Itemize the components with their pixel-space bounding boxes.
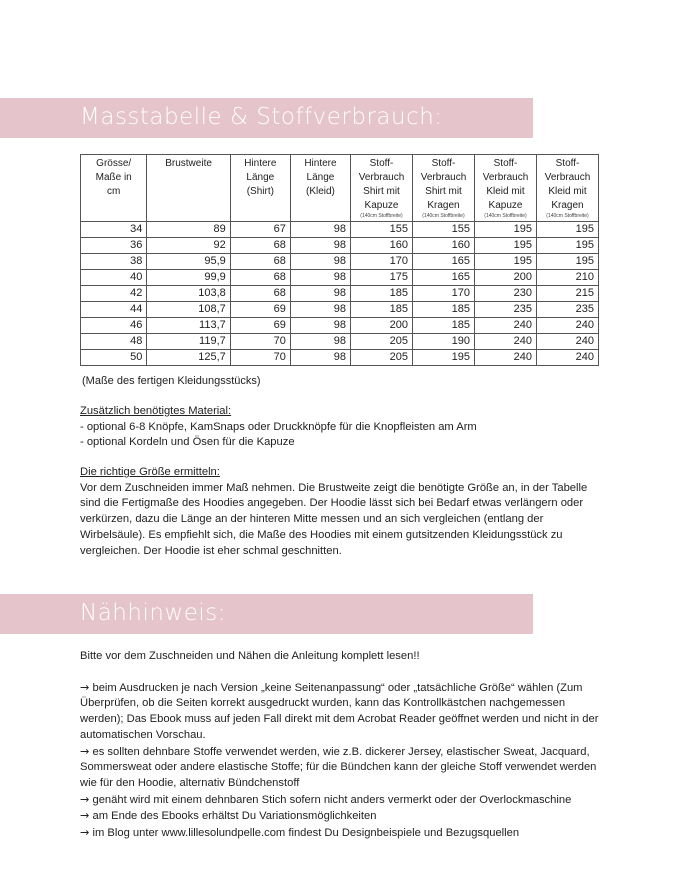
table-row — [81, 350, 599, 366]
column-header-line: Kragen — [427, 200, 460, 211]
table-cell: 205 — [351, 350, 413, 366]
table-cell: 119,7 — [147, 334, 230, 350]
column-header-line: Stoff- — [493, 158, 518, 169]
table-cell: 70 — [230, 350, 290, 366]
table-cell: 67 — [230, 222, 290, 238]
notes-item — [80, 825, 602, 842]
section-title: Nähhinweis: — [80, 600, 227, 626]
column-header-note: (140cm Stoffbreite) — [484, 213, 527, 219]
table-cell: 195 — [537, 222, 599, 238]
table-cell: 42 — [81, 286, 147, 302]
table-cell: 95,9 — [147, 254, 230, 270]
column-header-line: Brustweite — [165, 158, 212, 169]
table-cell: 48 — [81, 334, 147, 350]
table-cell: 170 — [413, 286, 475, 302]
column-header-line: Kleid mit — [548, 186, 587, 197]
table-cell: 40 — [81, 270, 147, 286]
table-cell: 98 — [290, 302, 350, 318]
table-cell: 165 — [413, 254, 475, 270]
column-header — [230, 155, 290, 222]
material-item: - optional Kordeln und Ösen für die Kapuze — [80, 436, 295, 449]
table-cell: 160 — [351, 238, 413, 254]
column-header-line: Kleid mit — [486, 186, 525, 197]
notes-item-text: beim Ausdrucken je nach Version „keine Seitenanpassung“ oder „tatsächliche Größe“ wählen (Zum Überprüfen, ob die Seiten korrekt ausgedruckt wurden, kann das Kontrollkästchen nachgemessen werden); Das Ebook muss auf jeden Fall direkt mit dem Acrobat Reader geöffnet werden und nicht in der automatischen Vorschau. — [80, 681, 599, 741]
arrow-icon: → — [80, 680, 90, 694]
table-row — [81, 318, 599, 334]
column-header-line: (Shirt) — [246, 186, 274, 197]
column-header-line: Stoff- — [555, 158, 580, 169]
column-header — [351, 155, 413, 222]
table-cell: 230 — [475, 286, 537, 302]
table-cell: 165 — [413, 270, 475, 286]
column-header-line: Kapuze — [364, 200, 399, 211]
table-header-row — [81, 155, 599, 222]
table-cell: 215 — [537, 286, 599, 302]
table-cell: 185 — [351, 302, 413, 318]
table-cell: 195 — [413, 350, 475, 366]
table-cell: 195 — [475, 238, 537, 254]
column-header-line: Stoff- — [369, 158, 394, 169]
column-header — [290, 155, 350, 222]
table-cell: 125,7 — [147, 350, 230, 366]
table-cell: 160 — [413, 238, 475, 254]
table-cell: 185 — [413, 302, 475, 318]
table-cell: 195 — [475, 254, 537, 270]
column-header-line: Shirt mit — [425, 186, 462, 197]
notes-item — [80, 808, 602, 825]
table-cell: 98 — [290, 286, 350, 302]
table-cell: 69 — [230, 318, 290, 334]
table-cell: 98 — [290, 222, 350, 238]
table-cell: 195 — [537, 254, 599, 270]
column-header-note: (140cm Stoffbreite) — [360, 213, 403, 219]
table-cell: 185 — [413, 318, 475, 334]
table-cell: 36 — [81, 238, 147, 254]
notes-item-text: am Ende des Ebooks erhältst Du Variationsmöglichkeiten — [92, 810, 377, 823]
column-header-line: Verbrauch — [358, 172, 405, 183]
column-header-line: Verbrauch — [482, 172, 529, 183]
table-cell: 170 — [351, 254, 413, 270]
table-cell: 69 — [230, 302, 290, 318]
column-header-line: Kapuze — [488, 200, 523, 211]
arrow-icon: → — [80, 826, 90, 840]
column-header-line: Länge — [246, 172, 275, 183]
table-cell: 46 — [81, 318, 147, 334]
table-cell: 240 — [537, 334, 599, 350]
table-cell: 190 — [413, 334, 475, 350]
notes-item — [80, 744, 602, 792]
table-row — [81, 238, 599, 254]
table-cell: 175 — [351, 270, 413, 286]
table-cell: 108,7 — [147, 302, 230, 318]
table-row — [81, 302, 599, 318]
table-cell: 68 — [230, 270, 290, 286]
notes-item-text: genäht wird mit einem dehnbaren Stich sofern nicht anders vermerkt oder der Overlockmaschine — [92, 793, 572, 806]
table-cell: 38 — [81, 254, 147, 270]
notes-item-text: es sollten dehnbare Stoffe verwendet werden, wie z.B. dickerer Jersey, elastischer Sweat, Jacquard, Sommersweat oder andere elastische Stoffe; für die Bündchen kann der gleiche Stoff verwendet werden wie für den Hoodie, alternativ Bündchenstoff — [80, 745, 597, 789]
table-cell: 113,7 — [147, 318, 230, 334]
table-cell: 103,8 — [147, 286, 230, 302]
column-header-line: cm — [107, 186, 121, 197]
column-header-line: Verbrauch — [420, 172, 467, 183]
table-caption: (Maße des fertigen Kleidungsstücks) — [82, 375, 261, 387]
sewing-notes-section — [80, 649, 602, 842]
size-guide-heading: Die richtige Größe ermitteln: — [80, 466, 220, 478]
column-header-line: Stoff- — [431, 158, 456, 169]
table-cell: 240 — [475, 350, 537, 366]
table-cell: 68 — [230, 254, 290, 270]
column-header — [475, 155, 537, 222]
table-cell: 200 — [351, 318, 413, 334]
table-cell: 68 — [230, 238, 290, 254]
table-cell: 240 — [537, 318, 599, 334]
notes-item-text: im Blog unter www.lillesolundpelle.com findest Du Designbeispiele und Bezugsquellen — [92, 827, 520, 840]
table-cell: 98 — [290, 334, 350, 350]
material-section — [80, 404, 602, 451]
table-cell: 98 — [290, 254, 350, 270]
table-cell: 89 — [147, 222, 230, 238]
column-header-line: Kragen — [551, 200, 584, 211]
table-body — [81, 222, 599, 366]
arrow-icon: → — [80, 792, 90, 806]
table-cell: 70 — [230, 334, 290, 350]
table-cell: 155 — [351, 222, 413, 238]
table-cell: 185 — [351, 286, 413, 302]
column-header-line: Shirt mit — [363, 186, 400, 197]
table-cell: 235 — [537, 302, 599, 318]
size-guide-section — [80, 465, 602, 559]
material-heading: Zusätzlich benötigtes Material: — [80, 405, 232, 417]
material-item: - optional 6-8 Knöpfe, KamSnaps oder Druckknöpfe für die Knopfleisten am Arm — [80, 420, 477, 433]
section-banner-notes — [0, 594, 533, 634]
table-cell: 98 — [290, 318, 350, 334]
table-cell: 210 — [537, 270, 599, 286]
table-cell: 98 — [290, 270, 350, 286]
table-row — [81, 286, 599, 302]
column-header — [413, 155, 475, 222]
table-row — [81, 254, 599, 270]
column-header-line: (Kleid) — [305, 186, 335, 197]
table-row — [81, 270, 599, 286]
column-header-line: Hintere — [304, 158, 337, 169]
table-row — [81, 334, 599, 350]
table-cell: 92 — [147, 238, 230, 254]
size-guide-text: Vor dem Zuschneiden immer Maß nehmen. Die Brustweite zeigt die benötigte Größe an, in der Tabelle sind die Fertigmaße des Hoodies angegeben. Der Hoodie lässt sich bei Bedarf etwas verlängern oder verkürzen, dazu die Länge an der hinteren Mitte messen und an sich vergleichen (entlang der Wirbelsäule). Es empfiehlt sich, die Maße des Hoodies mit einem gutsitzenden Kleidungsstück zu vergleichen. Der Hoodie ist eher schmal geschnitten. — [80, 481, 588, 557]
column-header-line: Länge — [306, 172, 335, 183]
table-cell: 98 — [290, 238, 350, 254]
notes-item — [80, 792, 602, 809]
table-cell: 99,9 — [147, 270, 230, 286]
table-cell: 205 — [351, 334, 413, 350]
column-header-note: (140cm Stoffbreite) — [422, 213, 465, 219]
section-title: Masstabelle & Stoffverbrauch: — [80, 104, 443, 130]
column-header-line: Maße in — [95, 172, 132, 183]
column-header-line: Grösse/ — [96, 158, 132, 169]
column-header-line: Verbrauch — [544, 172, 591, 183]
table-cell: 240 — [475, 318, 537, 334]
table-cell: 44 — [81, 302, 147, 318]
table-cell: 98 — [290, 350, 350, 366]
table-cell: 155 — [413, 222, 475, 238]
column-header — [147, 155, 230, 222]
table-cell: 34 — [81, 222, 147, 238]
column-header — [81, 155, 147, 222]
notes-item — [80, 680, 602, 744]
table-cell: 68 — [230, 286, 290, 302]
arrow-icon: → — [80, 744, 90, 758]
table-cell: 50 — [81, 350, 147, 366]
notes-intro: Bitte vor dem Zuschneiden und Nähen die Anleitung komplett lesen!! — [80, 650, 420, 662]
table-cell: 195 — [475, 222, 537, 238]
table-cell: 235 — [475, 302, 537, 318]
table-cell: 240 — [475, 334, 537, 350]
size-table — [80, 154, 599, 366]
column-header-line: Hintere — [244, 158, 277, 169]
section-banner-measurements — [0, 98, 533, 138]
table-row — [81, 222, 599, 238]
table-cell: 195 — [537, 238, 599, 254]
table-cell: 240 — [537, 350, 599, 366]
arrow-icon: → — [80, 809, 90, 823]
column-header — [537, 155, 599, 222]
column-header-note: (140cm Stoffbreite) — [546, 213, 589, 219]
table-cell: 200 — [475, 270, 537, 286]
